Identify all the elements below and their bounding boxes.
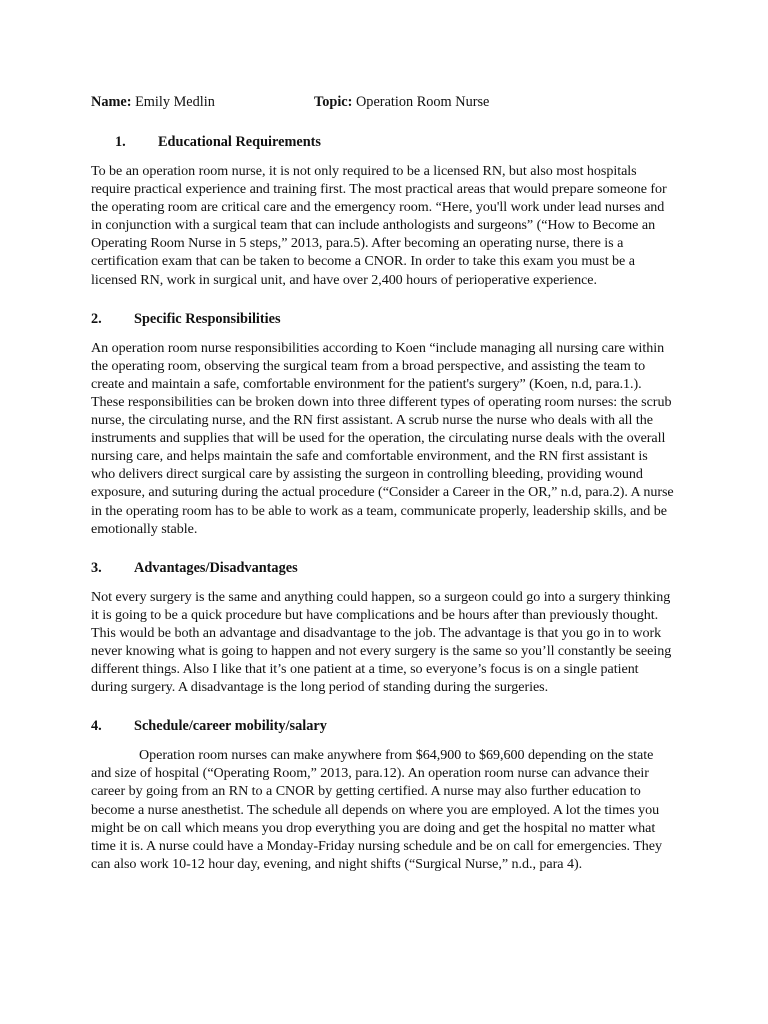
section-heading-educational-requirements — [91, 132, 675, 152]
topic-label: Topic: — [314, 94, 353, 110]
section-title: Schedule/career mobility/salary — [134, 718, 327, 735]
document-page — [91, 92, 675, 887]
section-heading-specific-responsibilities — [91, 309, 675, 329]
name-field — [91, 92, 215, 112]
section-number: 4. — [91, 718, 102, 735]
section-number: 3. — [91, 559, 102, 576]
section-title: Specific Responsibilities — [134, 310, 281, 327]
topic-value: Operation Room Nurse — [355, 94, 490, 110]
section-body-schedule-career-salary: Operation room nurses can make anywhere from $64,900 to $69,600 depending on the state and size of hospital (“Operating Room,” 2013, para.12). An operation room nurse can advance their career by going from an RN to a CNOR by getting certified. A nurse may also further education to become a nurse anesthetist. The schedule all depends on where you are employed. A lot the times you might be on call which means you drop everything you are doing and get the hospital no matter what time it is. A nurse could have a Monday-Friday nursing schedule and be on call for emergencies. They can also work 10-12 hour day, evening, and night shifts (“Surgical Nurse,” n.d., para 4). — [91, 747, 662, 872]
section-heading-advantages-disadvantages — [91, 558, 675, 578]
document-header — [91, 92, 675, 112]
section-body-advantages-disadvantages: Not every surgery is the same and anything could happen, so a surgeon could go into a surgery thinking it is going to be a quick procedure but have complications and be hours after than previously thought. This would be both an advantage and disadvantage to the job. The advantage is that you go in to work never knowing what is going to happen and not every surgery is the same so you’ll constantly be seeing different things. Also I like that it’s one patient at a time, so everyone’s focus is on a single patient during surgery. A disadvantage is the long period of standing during the surgeries. — [91, 588, 672, 696]
section-body-educational-requirements: To be an operation room nurse, it is not only required to be a licensed RN, but also most hospitals require practical experience and training first. The most practical areas that would prepare someone for the operating room are critical care and the emergency room. “Here, you'll work under lead nurses and in conjunction with a surgical team that can include anthologists and surgeons” (“How to Become an Operating Room Nurse in 5 steps,” 2013, para.5). After becoming an operating nurse, there is a certification exam that can be taken to become a CNOR. In order to take this exam you must be a licensed RN, work in surgical unit, and have over 2,400 hours of perioperative experience. — [91, 163, 667, 288]
section-body-specific-responsibilities: An operation room nurse responsibilities according to Koen “include managing all nursing care within the operating room, observing the surgical team from a broad perspective, and assisting the team to create and maintain a safe, comfortable environment for the patient's surgery” (Koen, n.d, para.1.). These responsibilities can be broken down into three different types of operating room nurses: the scrub nurse, the circulating nurse, and the RN first assistant. A scrub nurse the nurse who deals with all the instruments and supplies that will be used for the operation, the circulating nurse deals with the overall nursing care, and helps maintain the safe and comfortable environment, and the RN first assistant is who delivers direct surgical care by assisting the surgeon in controlling bleeding, providing wound exposure, and suturing during the actual procedure (“Consider a Career in the OR,” n.d, para.2). A nurse in the operating room has to be able to work as a team, communicate properly, leadership skills, and be emotionally stable. — [91, 339, 674, 537]
section-number: 1. — [115, 134, 126, 150]
section-title: Advantages/Disadvantages — [134, 559, 298, 576]
topic-field — [314, 92, 489, 112]
section-number: 2. — [91, 310, 102, 327]
name-value: Emily Medlin — [135, 94, 215, 110]
section-title: Educational Requirements — [158, 134, 321, 150]
name-label: Name: — [91, 94, 132, 110]
section-heading-schedule-career-salary — [91, 716, 675, 736]
